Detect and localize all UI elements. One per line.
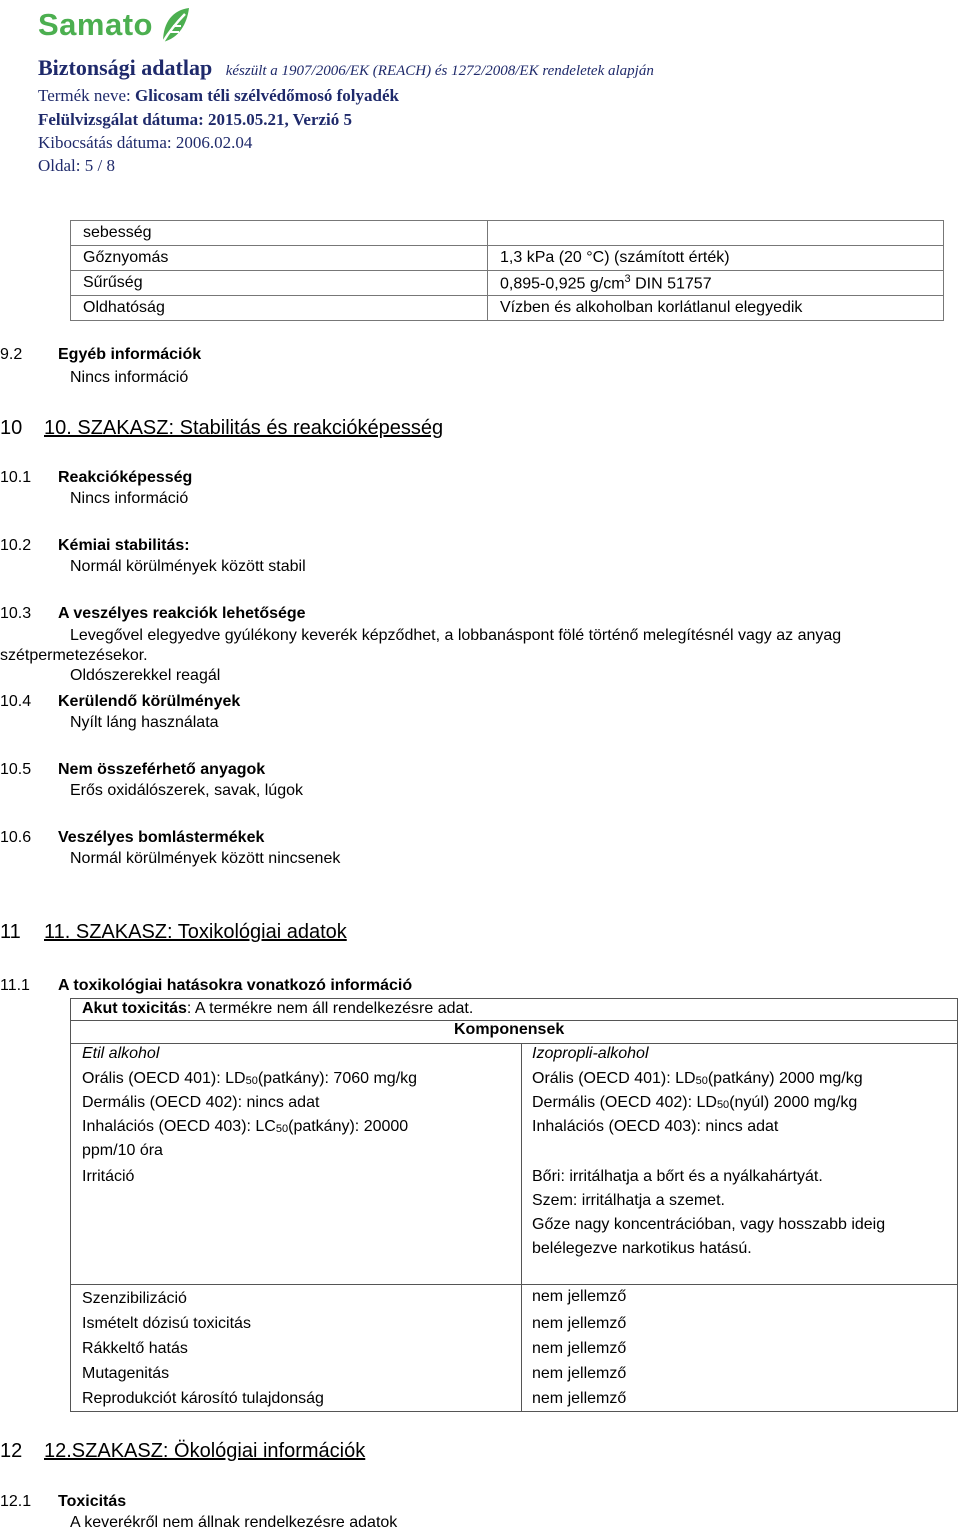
sensitization-label: Szenzibilizáció <box>82 1290 187 1307</box>
section-10-3-text-3: Oldószerekkel reagál <box>70 667 221 684</box>
section-10-1-title: Reakcióképesség <box>58 469 193 486</box>
revision-date: Felülvizsgálat dátuma: 2015.05.21, Verzió 5 <box>38 110 353 129</box>
section-11-1-number: 11.1 <box>0 977 30 994</box>
acute-toxicity-line <box>82 1000 473 1018</box>
section-10-2-text: Normál körülmények között stabil <box>70 558 306 575</box>
table-row <box>71 271 944 296</box>
table-row <box>71 246 944 271</box>
property-name: Oldhatóság <box>71 296 488 321</box>
section-10-3-text-1: Levegővel elegyedve gyúlékony keverék képződhet, a lobbanáspont fölé történő melegítésnél vagy az anyag <box>70 627 842 644</box>
density-value: 0,895-0,925 g/cm <box>500 275 625 293</box>
acute-toxicity-text: : A termékre nem áll rendelkezésre adat. <box>186 1000 474 1017</box>
component-2-name: Izopropli-alkohol <box>532 1045 649 1062</box>
section-10-2-title: Kémiai stabilitás: <box>58 537 190 554</box>
section-11-number: 11 <box>0 921 21 943</box>
section-11-heading: 11. SZAKASZ: Toxikológiai adatok <box>44 921 347 943</box>
property-name: Gőznyomás <box>71 246 488 271</box>
mutagenicity-label: Mutagenitás <box>82 1365 170 1382</box>
property-value: 1,3 kPa (20 °C) (számított érték) <box>488 246 944 271</box>
property-name: sebesség <box>71 221 488 246</box>
component-2-dermal: Dermális (OECD 402): $LD_{50}(nyúl)$ 2000 mg/kg <box>532 1094 858 1111</box>
section-12-1-title: Toxicitás <box>58 1493 127 1510</box>
section-10-1-text: Nincs információ <box>70 490 189 507</box>
section-10-5-text: Erős oxidálószerek, savak, lúgok <box>70 782 303 799</box>
component-2-inhalation: Inhalációs (OECD 403): nincs adat <box>532 1118 779 1135</box>
component-2-irritation-eye: Szem: irritálhatja a szemet. <box>532 1192 725 1209</box>
section-10-5-number: 10.5 <box>0 761 32 778</box>
section-9-2-title: Egyéb információk <box>58 346 202 363</box>
component-2-irritation-skin: Bőri: irritálhatja a bőrt és a nyálkahártyát. <box>532 1168 823 1185</box>
product-line <box>38 86 399 106</box>
component-1-oral: Orális (OECD 401): $LD_{50}(patkány)$: 7060 mg/kg <box>82 1070 418 1087</box>
section-10-number: 10 <box>0 417 23 439</box>
property-value: Vízben és alkoholban korlátlanul elegyedik <box>488 296 944 321</box>
components-header: Komponensek <box>454 1021 565 1038</box>
acute-toxicity-label: Akut toxicitás <box>82 1000 187 1017</box>
property-value <box>488 271 944 296</box>
logo-text: Samato <box>38 7 153 42</box>
component-1-inhalation-unit: ppm/10 óra <box>82 1142 163 1159</box>
section-10-heading: 10. SZAKASZ: Stabilitás és reakcióképesség <box>44 417 444 439</box>
sensitization-value: nem jellemző <box>532 1288 627 1305</box>
reproductive-toxicity-value: nem jellemző <box>532 1390 627 1407</box>
section-11-1-title: A toxikológiai hatásokra vonatkozó információ <box>58 977 413 994</box>
section-10-5-title: Nem összeférhető anyagok <box>58 761 266 778</box>
product-name: Glicosam téli szélvédőmosó folyadék <box>135 86 399 105</box>
component-1-inhalation: Inhalációs (OECD 403): $LC_{50}(patkány)$: 20000 <box>82 1118 409 1135</box>
section-12-heading: 12.SZAKASZ: Ökológiai információk <box>44 1440 366 1462</box>
section-10-3-number: 10.3 <box>0 605 32 622</box>
section-10-4-text: Nyílt láng használata <box>70 714 219 731</box>
irritation-label: Irritáció <box>82 1168 135 1185</box>
carcinogenicity-value: nem jellemző <box>532 1340 627 1357</box>
toxicology-table <box>70 998 958 1412</box>
section-10-6-title: Veszélyes bomlástermékek <box>58 829 265 846</box>
density-unit-exponent: 3 <box>624 272 631 285</box>
mutagenicity-value: nem jellemző <box>532 1365 627 1382</box>
document-title: Biztonsági adatlap <box>38 55 213 80</box>
section-12-number: 12 <box>0 1440 23 1462</box>
page-number: Oldal: 5 / 8 <box>38 156 115 175</box>
component-1-name: Etil alkohol <box>82 1045 160 1062</box>
reproductive-toxicity-label: Reprodukciót károsító tulajdonság <box>82 1390 324 1407</box>
component-2-irritation-vapour-2: belélegezve narkotikus hatású. <box>532 1240 752 1257</box>
repeated-dose-label: Ismételt dózisú toxicitás <box>82 1315 251 1332</box>
repeated-dose-value: nem jellemző <box>532 1315 627 1332</box>
component-2-oral: Orális (OECD 401): $LD_{50}(patkány)$ 2000 mg/kg <box>532 1070 863 1087</box>
component-2-irritation-vapour-1: Gőze nagy koncentrációban, vagy hosszabb ideig <box>532 1216 886 1233</box>
section-9-2-number: 9.2 <box>0 346 23 363</box>
product-label: Termék neve: <box>38 86 131 105</box>
table-row <box>71 221 944 246</box>
leaf-icon <box>159 6 191 44</box>
properties-table <box>70 220 944 321</box>
section-10-2-number: 10.2 <box>0 537 32 554</box>
section-9-2-text: Nincs információ <box>70 369 189 386</box>
issue-date: Kibocsátás dátuma: 2006.02.04 <box>38 133 253 152</box>
section-12-1-number: 12.1 <box>0 1493 32 1510</box>
document-subtitle: készült a 1907/2006/EK (REACH) és 1272/2008/EK rendeletek alapján <box>225 63 654 79</box>
component-1-dermal: Dermális (OECD 402): nincs adat <box>82 1094 320 1111</box>
section-10-4-title: Kerülendő körülmények <box>58 693 241 710</box>
section-10-3-text-2: szétpermetezésekor. <box>0 647 148 664</box>
property-value <box>488 221 944 246</box>
section-10-3-title: A veszélyes reakciók lehetősége <box>58 605 306 622</box>
section-10-6-number: 10.6 <box>0 829 32 846</box>
density-method: DIN 51757 <box>630 275 712 293</box>
carcinogenicity-label: Rákkeltő hatás <box>82 1340 188 1357</box>
company-logo <box>38 4 191 46</box>
document-title-line <box>38 55 654 81</box>
section-12-1-text: A keverékről nem állnak rendelkezésre adatok <box>70 1514 398 1531</box>
section-10-6-text: Normál körülmények között nincsenek <box>70 850 341 867</box>
property-name: Sűrűség <box>71 271 488 296</box>
section-10-1-number: 10.1 <box>0 469 32 486</box>
table-row <box>71 296 944 321</box>
section-10-4-number: 10.4 <box>0 693 32 710</box>
